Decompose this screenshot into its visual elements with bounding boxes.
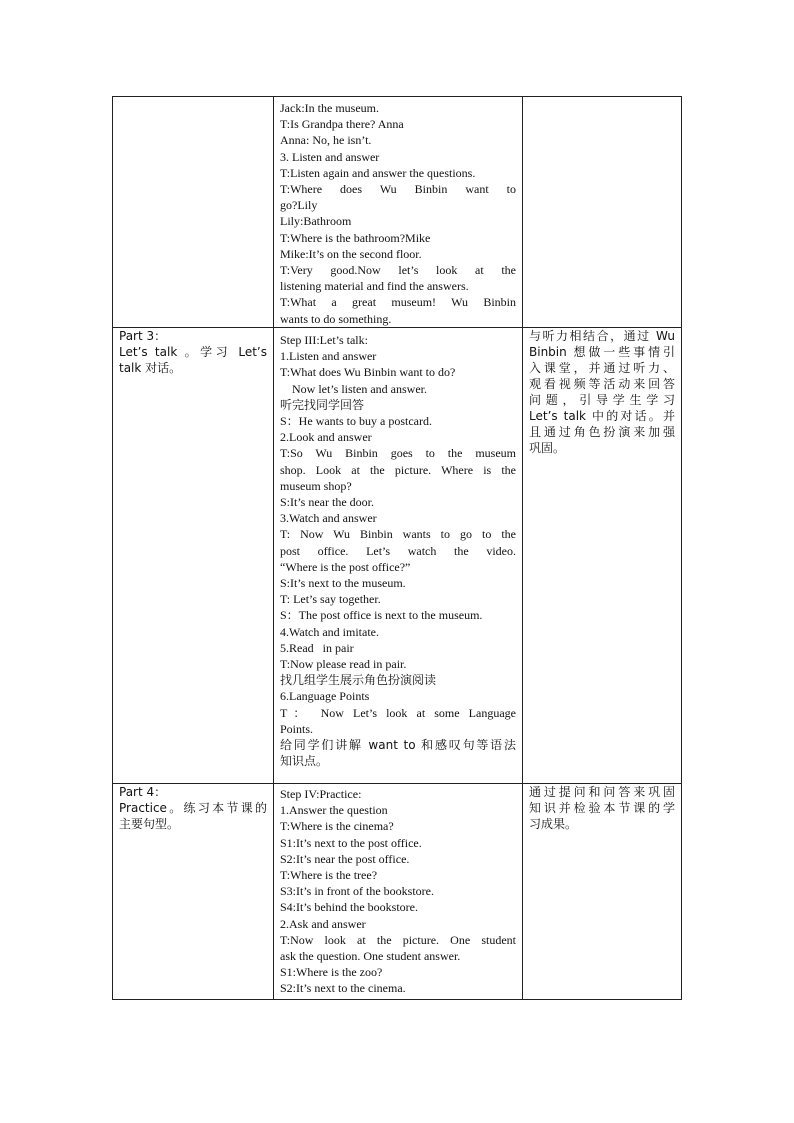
text-line: T:What a great museum! Wu Binbin bbox=[280, 295, 516, 310]
text-line: T: Let’s say together. bbox=[280, 592, 381, 607]
text-line: T:So Wu Binbin goes to the museum bbox=[280, 446, 516, 461]
text-line: 找几组学生展示角色扮演阅读 bbox=[280, 673, 437, 688]
part-cell bbox=[113, 784, 274, 1000]
text-line: 入课堂，并通过听力、 bbox=[529, 361, 675, 375]
text-line: S3:It’s in front of the bookstore. bbox=[280, 884, 434, 899]
text-line: 5.Read in pair bbox=[280, 640, 354, 655]
text-line: 听完找同学回答 bbox=[280, 397, 365, 412]
text-line: go?Lily bbox=[280, 198, 318, 213]
text-line: Points. bbox=[280, 721, 314, 736]
text-line: shop. Look at the picture. Where is the bbox=[280, 462, 516, 477]
text-line: Practice。练习本节课的 bbox=[119, 801, 267, 816]
part-title: Part 3： bbox=[119, 329, 167, 343]
text-line: 主要句型。 bbox=[119, 817, 180, 832]
text-line: S4:It’s behind the bookstore. bbox=[280, 900, 418, 915]
step-title: Step IV:Practice: bbox=[280, 787, 362, 801]
text-line: Now let’s listen and answer. bbox=[292, 381, 427, 396]
text-line: talk 对话。 bbox=[119, 361, 182, 376]
text-line: ask the question. One student answer. bbox=[280, 949, 461, 964]
text-line: T:Where is the tree? bbox=[280, 868, 378, 883]
text-line: 通过提问和问答来巩固 bbox=[529, 785, 675, 799]
text-line: wants to do something. bbox=[280, 311, 392, 326]
text-line: “Where is the post office?” bbox=[280, 559, 411, 574]
text-line: 3. Listen and answer bbox=[280, 149, 380, 164]
text-line: S：The post office is next to the museum. bbox=[280, 608, 483, 623]
text-line: T:Now please read in pair. bbox=[280, 657, 407, 672]
text-line: S2:It’s next to the cinema. bbox=[280, 981, 406, 996]
text-line: S2:It’s near the post office. bbox=[280, 851, 410, 866]
table-row bbox=[113, 328, 682, 784]
table-row bbox=[113, 784, 682, 1000]
text-line: post office. Let’s watch the video. bbox=[280, 543, 516, 558]
purpose-cell bbox=[523, 328, 682, 784]
purpose-cell bbox=[523, 784, 682, 1000]
text-line: T:Very good.Now let’s look at the bbox=[280, 263, 516, 278]
step-title: Step III:Let’s talk: bbox=[280, 333, 368, 347]
text-line: Jack:In the museum. bbox=[280, 101, 379, 115]
procedure-cell bbox=[274, 97, 523, 328]
part-title: Part 4： bbox=[119, 785, 167, 799]
text-line: T:Is Grandpa there? Anna bbox=[280, 117, 404, 132]
text-line: 给同学们讲解 want to 和感叹句等语法 bbox=[280, 738, 516, 753]
text-line: 4.Watch and imitate. bbox=[280, 624, 379, 639]
text-line: listening material and find the answers. bbox=[280, 279, 469, 294]
text-line: 巩固。 bbox=[529, 441, 566, 455]
text-line: S1:Where is the zoo? bbox=[280, 965, 383, 980]
text-line: museum shop? bbox=[280, 478, 352, 493]
text-line: T:Where does Wu Binbin want to bbox=[280, 182, 516, 197]
text-line: T:What does Wu Binbin want to do? bbox=[280, 365, 456, 380]
text-line: S1:It’s next to the post office. bbox=[280, 835, 422, 850]
text-line: Lily:Bathroom bbox=[280, 214, 352, 229]
text-line: T: Now Wu Binbin wants to go to the bbox=[280, 527, 516, 542]
text-line: S:It’s near the door. bbox=[280, 495, 374, 510]
text-line: 6.Language Points bbox=[280, 689, 370, 704]
text-line: 2.Look and answer bbox=[280, 430, 372, 445]
text-line: S:It’s next to the museum. bbox=[280, 576, 406, 591]
text-line: Mike:It’s on the second floor. bbox=[280, 246, 422, 261]
text-line: 2.Ask and answer bbox=[280, 916, 366, 931]
text-line: Let’s talk 。学习 Let’s bbox=[119, 345, 267, 360]
text-line: T:Where is the cinema? bbox=[280, 819, 394, 834]
text-line: 知识并检验本节课的学 bbox=[529, 801, 675, 815]
text-line: 知识点。 bbox=[280, 754, 329, 769]
text-line: 1.Listen and answer bbox=[280, 349, 377, 364]
lesson-plan-table bbox=[112, 96, 682, 1000]
text-line: T： Now Let’s look at some Language bbox=[280, 705, 516, 720]
text-line: T:Listen again and answer the questions. bbox=[280, 165, 476, 180]
text-line: T:Where is the bathroom?Mike bbox=[280, 230, 431, 245]
text-line: 习成果。 bbox=[529, 817, 578, 831]
text-line: Binbin 想做一些事情引 bbox=[529, 345, 675, 359]
text-line: 且通过角色扮演来加强 bbox=[529, 425, 675, 439]
text-line: 与听力相结合，通过 Wu bbox=[529, 329, 675, 343]
text-line: Let’s talk 中的对话。并 bbox=[529, 409, 675, 423]
part-cell bbox=[113, 97, 274, 328]
text-line: 观看视频等活动来回答 bbox=[529, 377, 675, 391]
text-line: T:Now look at the picture. One student bbox=[280, 932, 516, 947]
text-line: 问题，引导学生学习 bbox=[529, 393, 675, 407]
text-line: Anna: No, he isn’t. bbox=[280, 133, 372, 148]
text-line: 3.Watch and answer bbox=[280, 511, 377, 526]
table-row bbox=[113, 97, 682, 328]
text-line: 1.Answer the question bbox=[280, 803, 388, 818]
procedure-cell bbox=[274, 784, 523, 1000]
purpose-cell bbox=[523, 97, 682, 328]
procedure-cell bbox=[274, 328, 523, 784]
part-cell bbox=[113, 328, 274, 784]
text-line: S：He wants to buy a postcard. bbox=[280, 414, 432, 429]
